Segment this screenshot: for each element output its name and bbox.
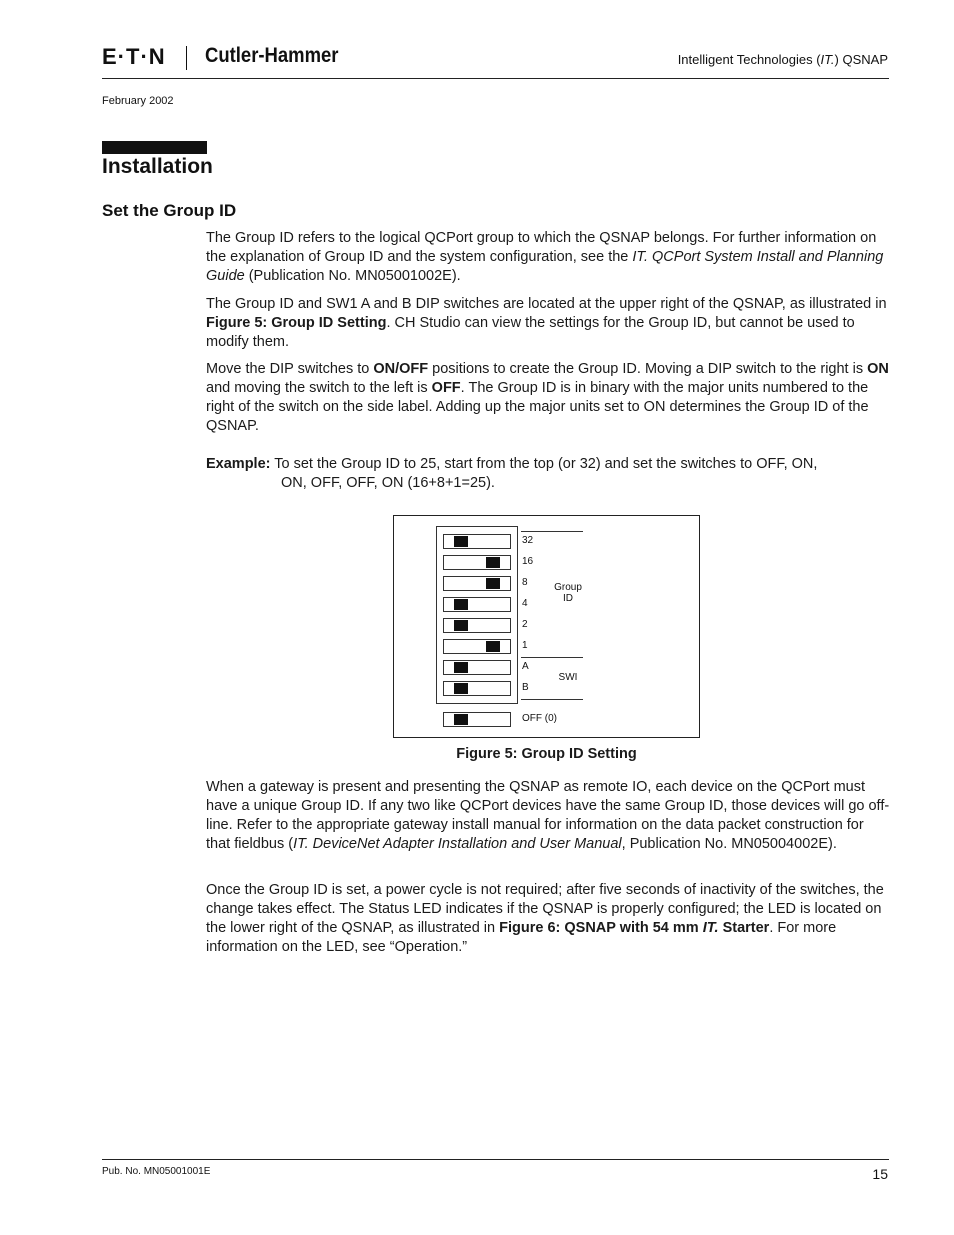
dip-switch-label: 8	[522, 577, 528, 588]
paragraph-gateway: When a gateway is present and presenting the QSNAP as remote IO, each device on the QCPort must have a unique Group ID. If any two like QCPort devices have the same Group ID, those devices will go off-line. Refer to the appropriate gateway install manual for information on the data packet construction for that fieldbus (IT. DeviceNet Adapter Installation and User Manual, Publication No. MN05004002E).	[206, 779, 890, 852]
document-title: Intelligent Technologies (IT.) QSNAP	[677, 52, 888, 67]
group-id-bracket-top	[521, 531, 583, 532]
figure-caption: Figure 5: Group ID Setting	[456, 746, 637, 762]
dip-switch-knob	[454, 599, 468, 610]
dip-switch-label: 16	[522, 556, 534, 567]
dip-switch-4	[443, 597, 511, 612]
dip-switch-knob	[454, 662, 468, 673]
dip-switch-knob	[486, 557, 500, 568]
paragraph-dip-instructions: Move the DIP switches to ON/OFF positions to create the Group ID. Moving a DIP switch to the right is ON and moving the switch to the left is OFF. The Group ID is in binary with the major units numbered to the right of the switch on the side label. Adding up the major units set to ON determines the Group ID of the QSNAP.	[206, 361, 889, 434]
dip-switch-2	[443, 618, 511, 633]
header-rule	[102, 78, 889, 79]
dip-switch-label: 1	[522, 640, 528, 651]
example-block: Example: To set the Group ID to 25, start from the top (or 32) and set the switches to OFF, ON, ON, OFF, OFF, ON (16+8+1=25).	[206, 456, 818, 491]
dip-switch-1	[443, 639, 511, 654]
page-number: 15	[872, 1166, 888, 1182]
dip-switch-knob	[486, 578, 500, 589]
eaton-logo: E·T·N	[102, 44, 166, 69]
dip-switch-label: OFF (0)	[522, 713, 557, 724]
paragraph-group-id-intro: The Group ID refers to the logical QCPort group to which the QSNAP belongs. For further information on the explanation of Group ID and the system configuration, see the IT. QCPort System Install and Planning Guide (Publication No. MN05001002E).	[206, 230, 884, 284]
dip-switch-knob	[454, 536, 468, 547]
group-id-bracket-bottom	[521, 657, 583, 658]
footer-rule	[102, 1159, 889, 1160]
dip-switch-label: 2	[522, 619, 528, 630]
subsection-title: Set the Group ID	[102, 201, 237, 220]
dip-switch-b	[443, 681, 511, 696]
dip-switch-label: B	[522, 682, 529, 693]
group-id-label: Group ID	[554, 582, 582, 604]
dip-switch-knob	[486, 641, 500, 652]
dip-switch-label: 4	[522, 598, 528, 609]
dip-switch-knob	[454, 683, 468, 694]
dip-switch-8	[443, 576, 511, 591]
publication-number: Pub. No. MN05001001E	[102, 1166, 211, 1177]
dip-switch-label: 32	[522, 535, 534, 546]
section-bar	[102, 141, 207, 154]
logo-divider	[186, 46, 187, 70]
publication-date: February 2002	[102, 95, 174, 107]
section-title: Installation	[102, 155, 213, 178]
dip-switch-16	[443, 555, 511, 570]
dip-switch-a	[443, 660, 511, 675]
swi-bracket-bottom	[521, 699, 583, 700]
dip-switch-label: A	[522, 661, 529, 672]
dip-switch-legend-off	[443, 712, 511, 727]
brand-name: Cutler-Hammer	[205, 44, 339, 67]
paragraph-power-cycle: Once the Group ID is set, a power cycle is not required; after five seconds of inactivity of the switches, the change takes effect. The Status LED indicates if the QSNAP is properly configured; the LED is located on the lower right of the QSNAP, as illustrated in Figure 6: QSNAP with 54 mm IT. Starter. For more information on the LED, see “Operation.”	[206, 882, 884, 955]
dip-switch-bank	[436, 526, 518, 704]
dip-switch-knob	[454, 714, 468, 725]
dip-switch-32	[443, 534, 511, 549]
dip-switch-knob	[454, 620, 468, 631]
swi-label: SWI	[558, 672, 578, 683]
paragraph-dip-location: The Group ID and SW1 A and B DIP switches are located at the upper right of the QSNAP, as illustrated in Figure 5: Group ID Setting. CH Studio can view the settings for the Group ID, but cannot be used to modify them.	[206, 296, 887, 350]
